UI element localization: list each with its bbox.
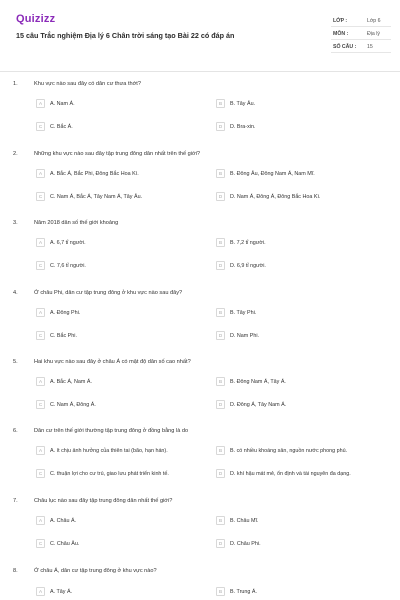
question-number: 6. (13, 428, 18, 434)
option-letter: D (218, 471, 223, 476)
meta-value-grade: Lớp 6 (367, 18, 381, 24)
option-text: C. 7,6 tỉ người. (50, 263, 86, 269)
option-text: A. Bắc Á, Nam Á. (50, 379, 92, 385)
option-text: D. 6,9 tỉ người. (230, 263, 266, 269)
option-text: A. Nam Á. (50, 101, 75, 107)
option-text: C. Châu Âu. (50, 541, 80, 547)
question-number: 7. (13, 498, 18, 504)
option-text: B. Châu Mĩ. (230, 518, 259, 524)
option-text: B. 7,2 tỉ người. (230, 240, 266, 246)
option-text: A. Tây Á. (50, 589, 73, 595)
option-text: C. thuận lợi cho cư trú, giao lưu phát triển kinh tế. (50, 471, 169, 477)
header-divider (0, 71, 400, 72)
question-number: 8. (13, 568, 18, 574)
question-text: Dân cư trên thế giới thường tập trung đông ở đồng bằng là do (34, 428, 189, 434)
option-text: B. Tây Phi. (230, 310, 257, 316)
option-letter: A (38, 240, 43, 245)
option-text: D. Bra-xin. (230, 124, 256, 130)
question-text: Khu vực nào sau đây có dân cư thưa thớt? (34, 81, 141, 87)
option-letter: A (38, 589, 43, 594)
question-number: 4. (13, 290, 18, 296)
option-letter: D (218, 541, 223, 546)
quizizz-logo[interactable]: Quizizz (16, 13, 56, 25)
option-text: D. Nam Phi. (230, 333, 260, 339)
question-number: 5. (13, 359, 18, 365)
option-letter: D (218, 194, 223, 199)
meta-key-subject: MÔN : (333, 31, 349, 37)
option-letter: B (218, 589, 223, 594)
meta-row-count (331, 40, 391, 53)
option-text: C. Nam Á, Đông Á. (50, 402, 96, 408)
page-title: 15 câu Trắc nghiệm Địa lý 6 Chân trời sáng tạo Bài 22 có đáp án (16, 31, 235, 40)
option-letter: D (218, 333, 223, 338)
option-text: B. Trung Á. (230, 589, 257, 595)
option-text: C. Bắc Á. (50, 124, 73, 130)
option-text: A. Châu Á. (50, 518, 77, 524)
option-letter: C (38, 333, 43, 338)
option-letter: B (218, 171, 223, 176)
option-letter: C (38, 263, 43, 268)
question-text: Ở châu Phi, dân cư tập trung đông ở khu vực nào sau đây? (34, 290, 183, 296)
question-text: Hai khu vực nào sau đây ở châu Á có mật độ dân số cao nhất? (34, 359, 191, 365)
meta-row-grade (331, 14, 391, 27)
option-letter: B (218, 310, 223, 315)
option-text: D. Nam Á, Đông Á, Đông Bắc Hoa Kì. (230, 194, 321, 200)
option-letter: A (38, 379, 43, 384)
option-letter: B (218, 240, 223, 245)
option-letter: C (38, 541, 43, 546)
option-letter: C (38, 194, 43, 199)
question-text: Ở châu Á, dân cư tập trung đông ở khu vực nào? (34, 568, 157, 574)
option-letter: A (38, 310, 43, 315)
option-letter: A (38, 101, 43, 106)
option-text: B. Tây Âu. (230, 101, 256, 107)
option-text: B. Đông Âu, Đông Nam Á, Nam Mĩ. (230, 171, 315, 177)
option-letter: D (218, 402, 223, 407)
question-number: 1. (13, 81, 18, 87)
option-letter: D (218, 263, 223, 268)
option-text: A. Bắc Á, Bắc Phi, Đông Bắc Hoa Kì. (50, 171, 139, 177)
option-text: D. khí hậu mát mẻ, ổn định và tài nguyên đa dạng. (230, 471, 351, 477)
option-letter: B (218, 101, 223, 106)
option-text: C. Nam Á, Bắc Á, Tây Nam Á, Tây Âu. (50, 194, 143, 200)
option-letter: B (218, 518, 223, 523)
option-text: B. có nhiều khoáng sản, nguồn nước phong phú. (230, 448, 348, 454)
meta-value-count: 15 (367, 44, 373, 50)
option-letter: C (38, 471, 43, 476)
option-text: C. Bắc Phi. (50, 333, 77, 339)
option-text: A. Đông Phi. (50, 310, 81, 316)
question-text: Châu lục nào sau đây tập trung đông dân nhất thế giới? (34, 498, 173, 504)
option-text: D. Đông Á, Tây Nam Á. (230, 402, 287, 408)
option-letter: A (38, 171, 43, 176)
worksheet-header (0, 0, 400, 70)
question-number: 3. (13, 220, 18, 226)
option-letter: C (38, 402, 43, 407)
option-letter: B (218, 379, 223, 384)
meta-value-subject: Địa lý (367, 31, 380, 37)
option-letter: D (218, 124, 223, 129)
option-letter: A (38, 448, 43, 453)
option-letter: B (218, 448, 223, 453)
question-text: Những khu vực nào sau đây tập trung đông dân nhất trên thế giới? (34, 151, 201, 157)
question-number: 2. (13, 151, 18, 157)
option-letter: C (38, 124, 43, 129)
meta-row-subject (331, 27, 391, 40)
option-letter: A (38, 518, 43, 523)
meta-key-count: SỐ CÂU : (333, 44, 357, 50)
question-text: Năm 2018 dân số thế giới khoảng (34, 220, 119, 226)
meta-key-grade: LỚP : (333, 18, 348, 24)
option-text: A. ít chịu ảnh hưởng của thiên tai (bão, hạn hán). (50, 448, 168, 454)
option-text: B. Đông Nam Á, Tây Á. (230, 379, 286, 385)
option-text: A. 6,7 tỉ người. (50, 240, 86, 246)
meta-table (331, 14, 391, 53)
option-text: D. Châu Phi. (230, 541, 261, 547)
